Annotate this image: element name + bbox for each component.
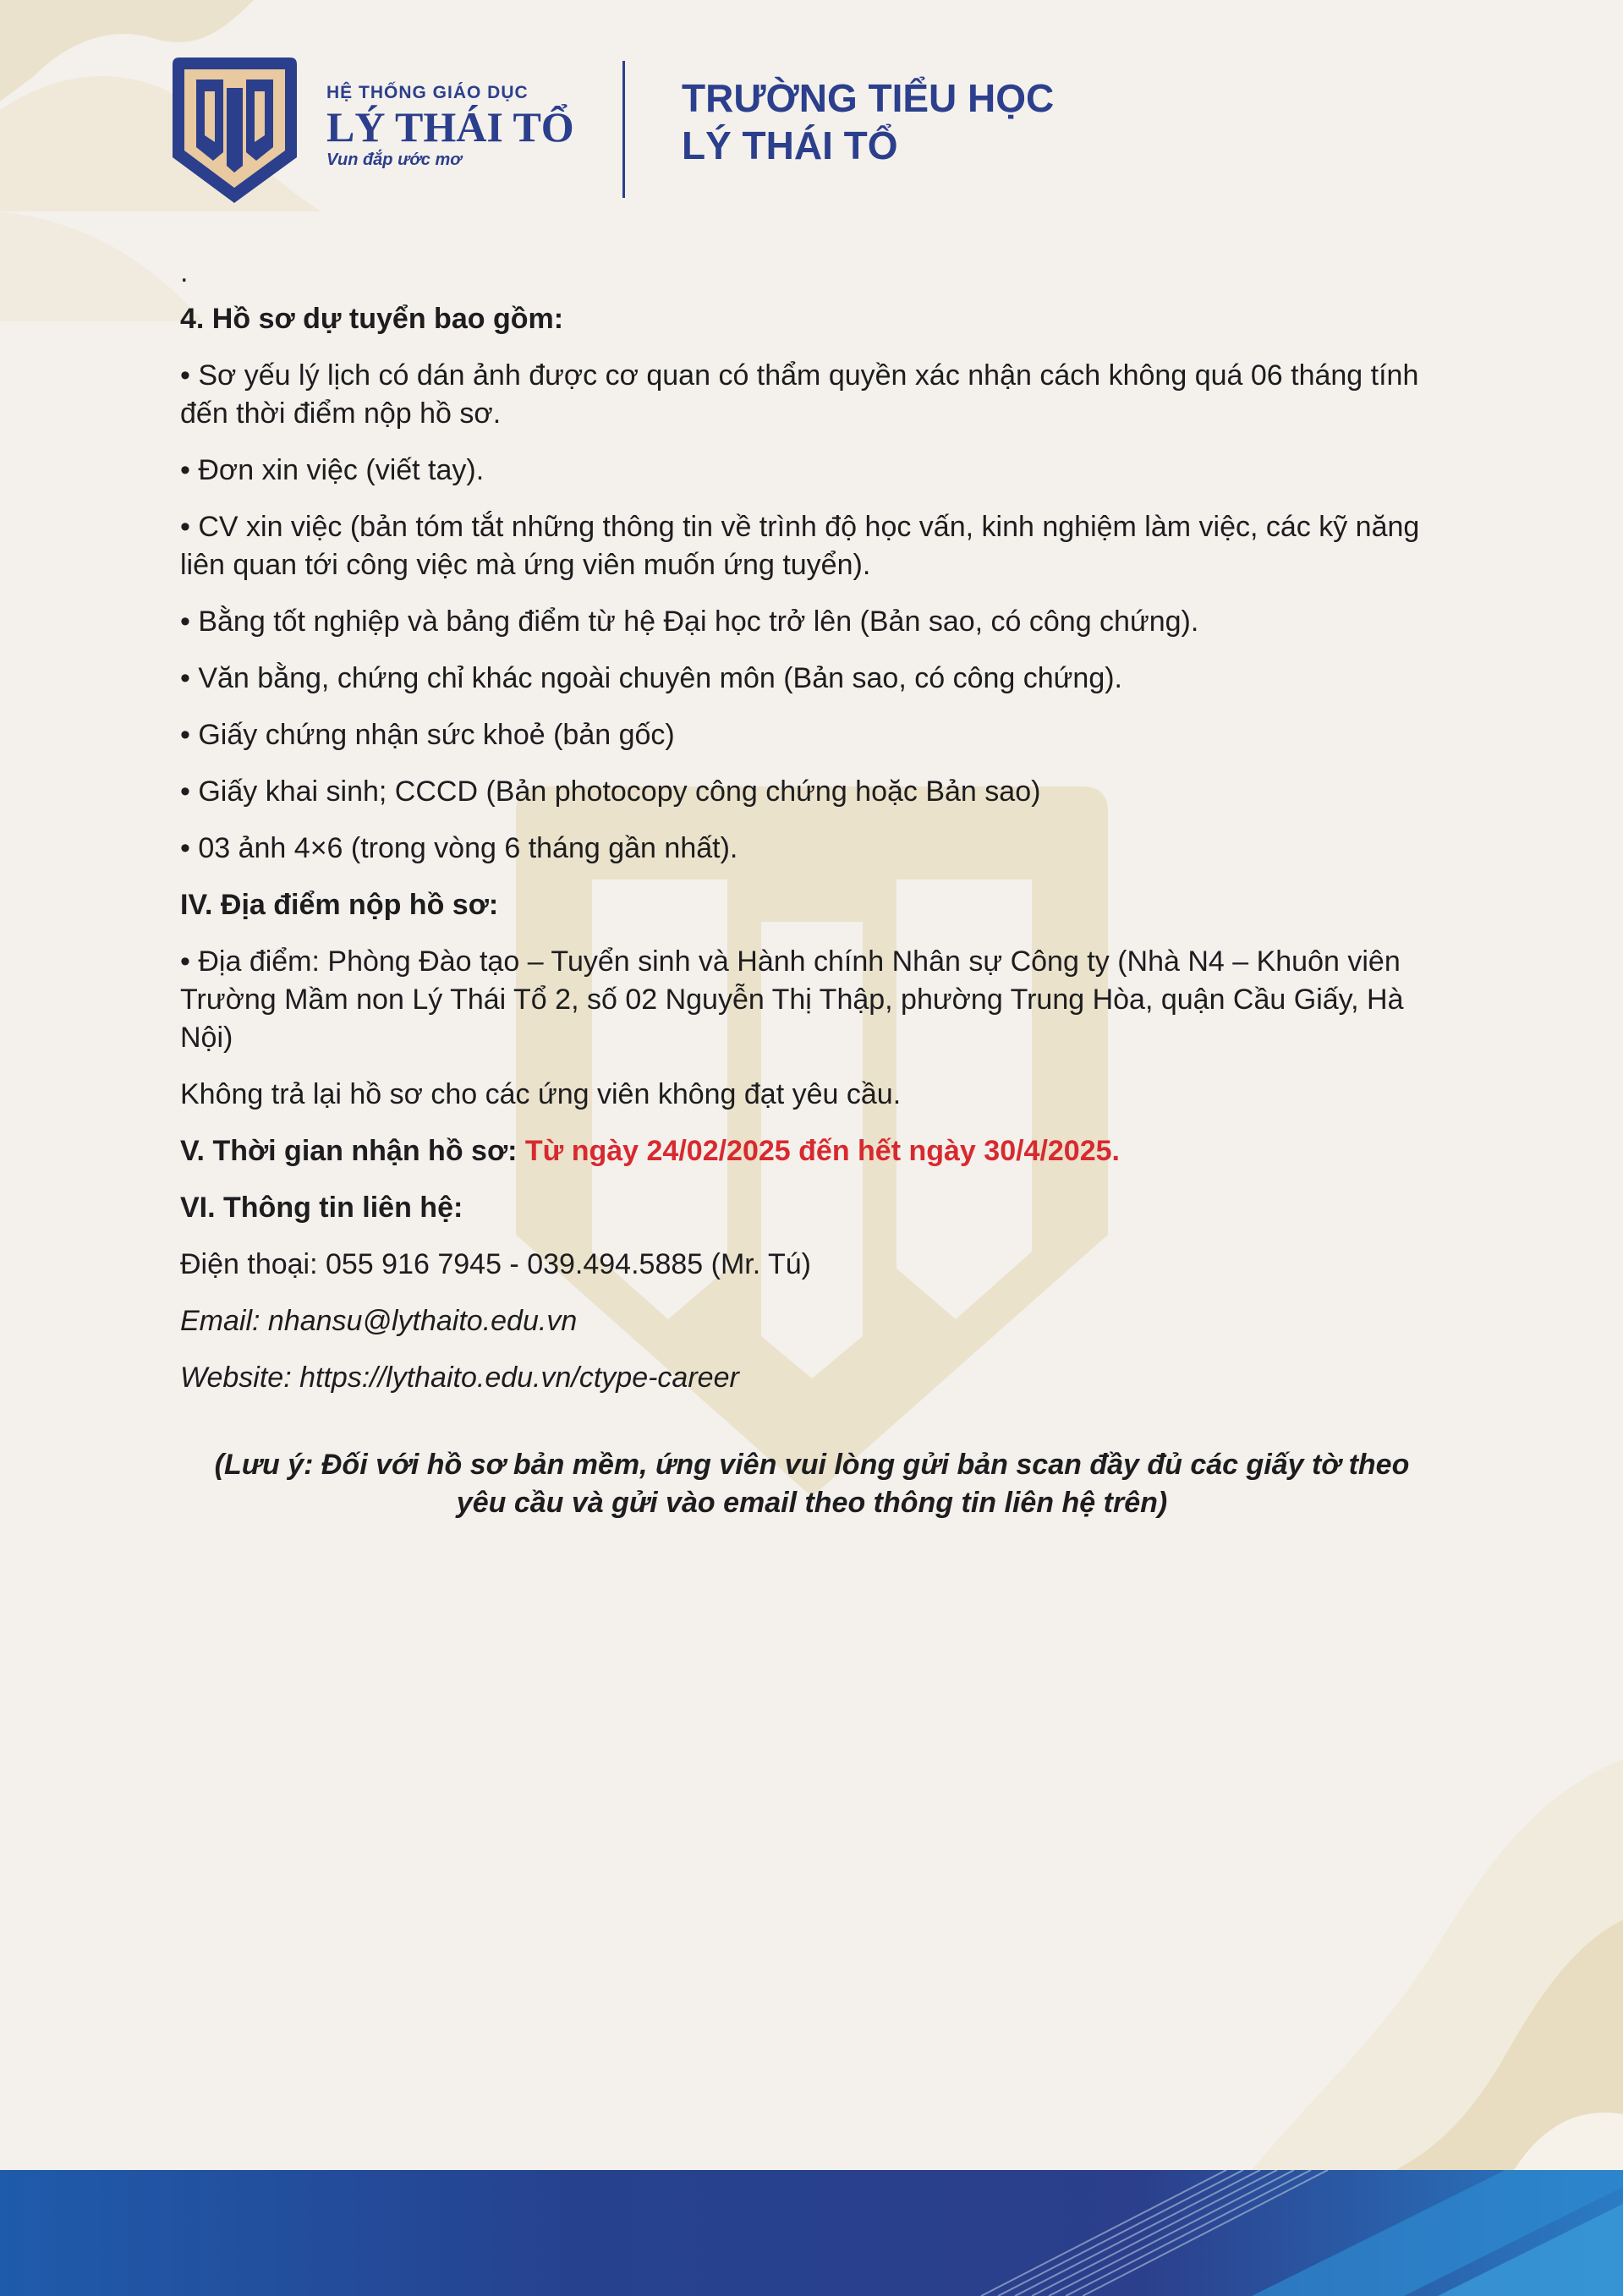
logo-text [326, 83, 606, 170]
section-4-heading: 4. Hồ sơ dự tuyển bao gồm: [180, 303, 564, 335]
school-logo-icon [173, 58, 297, 203]
no-return-note: Không trả lại hồ sơ cho các ứng viên không đạt yêu cầu. [180, 1078, 902, 1110]
note-line-1: (Lưu ý: Đối với hồ sơ bản mềm, ứng viên vui lòng gửi bản scan đầy đủ các giấy tờ theo [214, 1449, 1410, 1481]
school-name-line1: TRƯỜNG TIỂU HỌC [682, 76, 1055, 120]
section-v-line [180, 1132, 1444, 1170]
soft-copy-note [180, 1446, 1444, 1522]
brand-slogan: Vun đắp ước mơ [326, 151, 462, 169]
document-body [180, 254, 1444, 1522]
list-item: • CV xin việc (bản tóm tắt những thông tin về trình độ học vấn, kinh nghiệm làm việc, các kỹ năng liên quan tới công việc mà ứng viên muốn ứng tuyển). [180, 511, 1420, 581]
header-divider [622, 61, 625, 198]
location-text: • Địa điểm: Phòng Đào tạo – Tuyển sinh và Hành chính Nhân sự Công ty (Nhà N4 – Khuôn viên Trường Mầm non Lý Thái Tổ 2, số 02 Nguyễn Thị Thập, phường Trung Hòa, quận Cầu Giấy, Hà Nội) [180, 945, 1404, 1054]
list-item: • Giấy khai sinh; CCCD (Bản photocopy công chứng hoặc Bản sao) [180, 775, 1041, 808]
list-item: • 03 ảnh 4×6 (trong vòng 6 tháng gần nhất). [180, 832, 738, 864]
school-name [682, 74, 1054, 169]
list-item: • Đơn xin việc (viết tay). [180, 454, 485, 486]
school-name-line2: LÝ THÁI TỔ [682, 123, 898, 167]
list-item: • Bằng tốt nghiệp và bảng điểm từ hệ Đại học trở lên (Bản sao, có công chứng). [180, 606, 1199, 638]
contact-website: Website: https://lythaito.edu.vn/ctype-career [180, 1362, 739, 1394]
section-iv-heading: IV. Địa điểm nộp hồ sơ: [180, 889, 499, 921]
contact-phone: Điện thoại: 055 916 7945 - 039.494.5885 (Mr. Tú) [180, 1248, 811, 1280]
note-line-2: yêu cầu và gửi vào email theo thông tin liên hệ trên) [456, 1487, 1168, 1519]
brand-name: LÝ THÁI TỔ [326, 103, 574, 151]
list-item: • Giấy chứng nhận sức khoẻ (bản gốc) [180, 719, 675, 751]
system-label: HỆ THỐNG GIÁO DỤC [326, 83, 529, 102]
section-v-dates: Từ ngày 24/02/2025 đến hết ngày 30/4/2025. [524, 1135, 1120, 1167]
list-item: • Văn bằng, chứng chỉ khác ngoài chuyên môn (Bản sao, có công chứng). [180, 662, 1122, 694]
contact-email: Email: nhansu@lythaito.edu.vn [180, 1305, 578, 1337]
section-vi-heading: VI. Thông tin liên hệ: [180, 1192, 463, 1224]
footer-band [0, 2170, 1623, 2296]
section-v-label: V. Thời gian nhận hồ sơ: [180, 1135, 518, 1167]
list-item: • Sơ yếu lý lịch có dán ảnh được cơ quan có thẩm quyền xác nhận cách không quá 06 tháng tính đến thời điểm nộp hồ sơ. [180, 359, 1419, 430]
leading-dot: . [180, 256, 189, 288]
